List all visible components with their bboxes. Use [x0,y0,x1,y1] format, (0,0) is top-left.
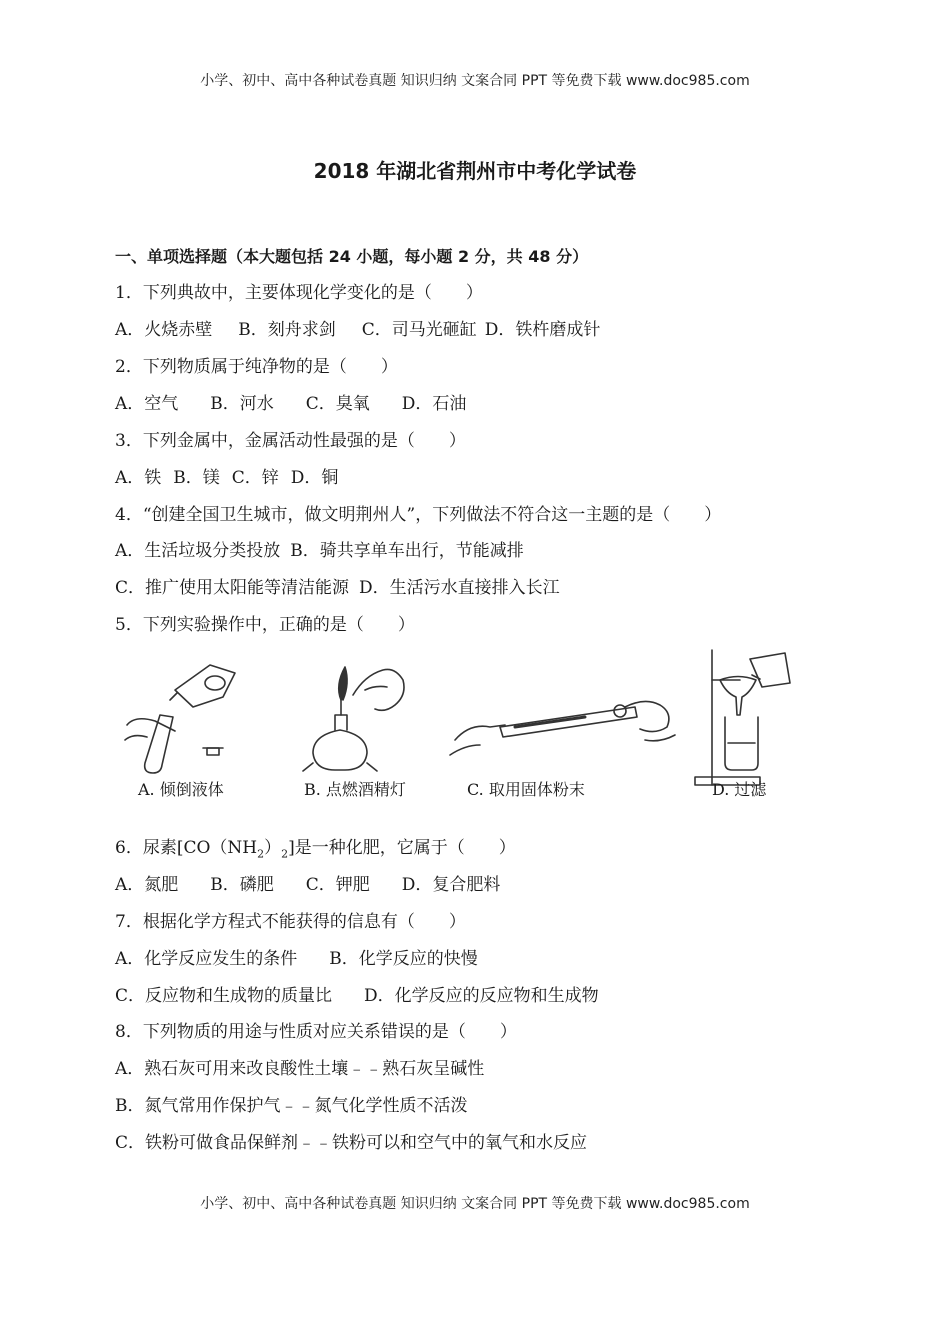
q2-option-d: D．石油 [401,394,467,414]
q1-option-c: C．司马光砸缸 [361,320,477,340]
question-6-stem [115,837,516,865]
question-1-options [115,319,600,341]
q7-option-a: A．化学反应发生的条件 [115,949,298,969]
alcohol-lamp-illustration [303,667,404,771]
q1-option-b: B．刻舟求剑 [238,320,336,340]
q4-option-c: C．推广使用太阳能等清洁能源 [115,578,350,598]
solid-powder-illustration [450,701,675,755]
q6-stem-mid: ） [264,838,282,858]
q6-option-d: D．复合肥料 [401,875,501,895]
q6-option-b: B．磷肥 [210,875,274,895]
q3-option-d: D．铜 [290,468,339,488]
question-5-stem: 5．下列实验操作中，正确的是（ ） [115,615,415,635]
q7-option-d: D．化学反应的反应物和生成物 [364,986,599,1006]
q6-option-a: A．氮肥 [115,875,179,895]
q2-option-b: B．河水 [210,394,274,414]
figure-label-a: A. 倾倒液体 [138,780,224,799]
question-8-stem: 8．下列物质的用途与性质对应关系错误的是（ ） [115,1022,517,1042]
question-3-stem: 3．下列金属中，金属活动性最强的是（ ） [115,431,466,451]
question-7-options-cd [115,985,599,1007]
q8-option-b: B．氮气常用作保护气﹣﹣氮气化学性质不活泼 [115,1096,468,1116]
q6-stem-post: ]是一种化肥，它属于（ ） [288,838,516,858]
q8-option-c: C．铁粉可做食品保鲜剂﹣﹣铁粉可以和空气中的氧气和水反应 [115,1133,588,1153]
q4-option-a: A．生活垃圾分类投放 [115,541,281,561]
page-footer: 小学、初中、高中各种试卷真题 知识归纳 文案合同 PPT 等免费下载 www.doc985.com [200,1196,750,1212]
q6-option-c: C．钾肥 [305,875,370,895]
question-4-options-ab [115,540,524,562]
q2-option-c: C．臭氧 [305,394,370,414]
question-2-options [115,393,466,415]
q1-option-a: A．火烧赤壁 [115,320,213,340]
filtration-illustration [695,650,790,785]
q6-sub-2: 2 [281,847,289,861]
question-2-stem: 2．下列物质属于纯净物的是（ ） [115,357,398,377]
question-7-options-ab [115,948,478,970]
section-heading: 一、单项选择题（本大题包括 24 小题，每小题 2 分，共 48 分） [115,247,589,266]
q4-option-d: D．生活污水直接排入长江 [359,578,560,598]
q6-stem-pre: 6．尿素[CO（NH [115,838,258,858]
page-header: 小学、初中、高中各种试卷真题 知识归纳 文案合同 PPT 等免费下载 www.doc985.com [200,73,750,89]
q3-option-b: B．镁 [173,468,220,488]
pouring-liquid-illustration [125,665,235,773]
question-1-stem: 1．下列典故中，主要体现化学变化的是（ ） [115,283,483,303]
figure-label-d: D. 过滤 [712,780,767,799]
figure-label-c: C. 取用固体粉末 [467,780,585,799]
q7-option-c: C．反应物和生成物的质量比 [115,986,333,1006]
q2-option-a: A．空气 [115,394,179,414]
question-3-options [115,467,338,489]
q4-option-b: B．骑共享单车出行，节能减排 [290,541,524,561]
q8-option-a: A．熟石灰可用来改良酸性土壤﹣﹣熟石灰呈碱性 [115,1059,485,1079]
figure-label-b: B. 点燃酒精灯 [304,780,406,799]
question-4-options-cd [115,577,560,599]
question-7-stem: 7．根据化学方程式不能获得的信息有（ ） [115,912,466,932]
q7-option-b: B．化学反应的快慢 [329,949,478,969]
q6-sub-1: 2 [257,847,265,861]
question-6-options [115,874,500,896]
q3-option-c: C．锌 [231,468,279,488]
q1-option-d: D．铁杵磨成针 [484,320,601,340]
exam-title: 2018 年湖北省荆州市中考化学试卷 [313,159,637,183]
q3-option-a: A．铁 [115,468,162,488]
question-4-stem: 4．“创建全国卫生城市，做文明荆州人”，下列做法不符合这一主题的是（ ） [115,505,722,525]
